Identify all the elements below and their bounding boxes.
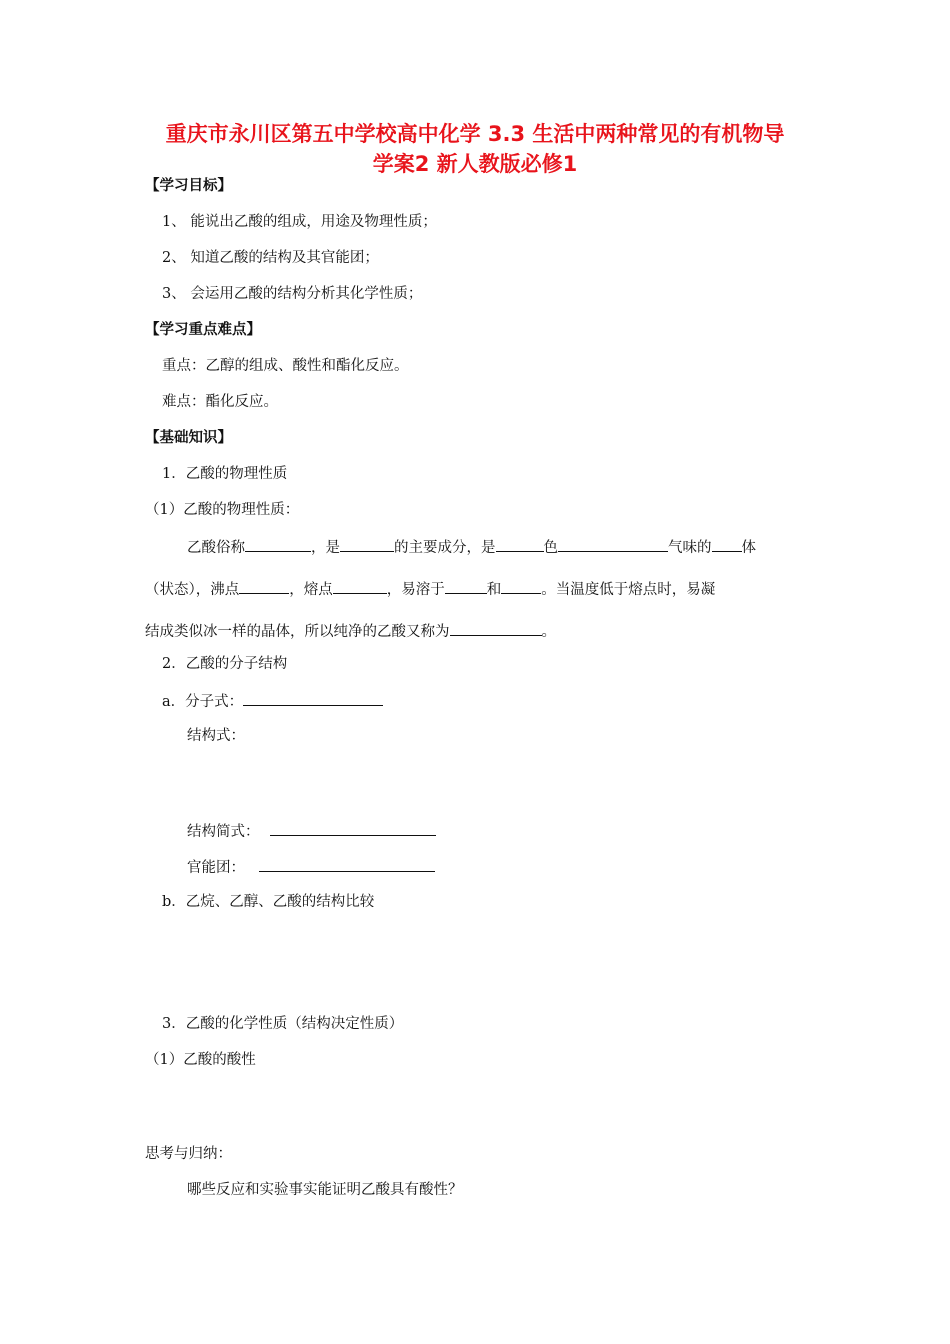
fill-paragraph-line-1 [187,536,756,558]
physical-properties-subheading: （1）乙酸的物理性质： [145,502,300,518]
answer-blank [712,536,742,552]
document-title-line-1: 重庆市永川区第五中学校高中化学 3.3 生活中两种常见的有机物导 [165,122,785,146]
answer-blank [239,578,289,594]
objectives-heading: 【学习目标】 [145,178,232,194]
answer-blank [270,820,436,836]
objective-item-2: 2、 知道乙酸的结构及其官能团； [162,250,379,266]
text-segment: 色 [543,540,558,556]
answer-blank [259,856,435,872]
objective-item-3: 3、 会运用乙酸的结构分析其化学性质； [162,286,423,302]
text-segment: 和 [486,582,502,598]
structure-comparison-heading: b．乙烷、乙醇、乙酸的结构比较 [162,894,375,910]
text-segment: 乙酸俗称 [187,540,245,556]
thinking-heading: 思考与归纳： [145,1146,232,1162]
simplified-formula-label: 结构简式： [187,824,260,840]
answer-blank [450,620,542,636]
answer-blank [558,536,668,552]
text-segment: 的主要成分，是 [394,540,496,556]
text-segment: 体 [741,540,756,556]
molecular-formula-row [162,690,383,712]
structural-formula-label: 结构式： [187,728,245,744]
fill-paragraph-line-3 [145,620,556,642]
acidity-subheading: （1）乙酸的酸性 [145,1052,256,1068]
answer-blank [245,536,311,552]
text-segment: ，熔点 [289,582,333,598]
text-segment: 。 [541,624,556,640]
molecular-formula-label: a．分子式： [162,694,244,710]
text-segment: 气味的 [668,540,712,556]
text-segment: 结成类似冰一样的晶体，所以纯净的乙酸又称为 [145,624,450,640]
text-segment: ，是 [311,540,340,556]
text-segment: ，易溶于 [386,582,445,598]
answer-blank [243,690,383,706]
objective-item-1: 1、 能说出乙酸的组成，用途及物理性质； [162,214,437,230]
molecular-structure-heading: 2．乙酸的分子结构 [162,656,288,672]
document-title-line-2: 学案2 新人教版必修1 [372,152,578,176]
text-segment: 。当温度低于熔点时，易凝 [541,582,716,598]
answer-blank [445,578,487,594]
functional-group-row [187,856,435,878]
key-point-difficulty: 难点：酯化反应。 [162,394,278,410]
answer-blank [333,578,387,594]
key-point-focus: 重点：乙醇的组成、酸性和酯化反应。 [162,358,409,374]
thinking-question: 哪些反应和实验事实能证明乙酸具有酸性？ [187,1182,463,1198]
answer-blank [340,536,394,552]
answer-blank [501,578,541,594]
basic-knowledge-heading: 【基础知识】 [145,430,232,446]
answer-blank [496,536,544,552]
simplified-formula-row [187,820,436,842]
fill-paragraph-line-2 [145,578,715,600]
functional-group-label: 官能团： [187,860,245,876]
chemical-properties-heading: 3．乙酸的化学性质（结构决定性质） [162,1016,404,1032]
text-segment: （状态），沸点 [145,582,240,598]
physical-properties-heading: 1．乙酸的物理性质 [162,466,288,482]
key-points-heading: 【学习重点难点】 [145,322,261,338]
